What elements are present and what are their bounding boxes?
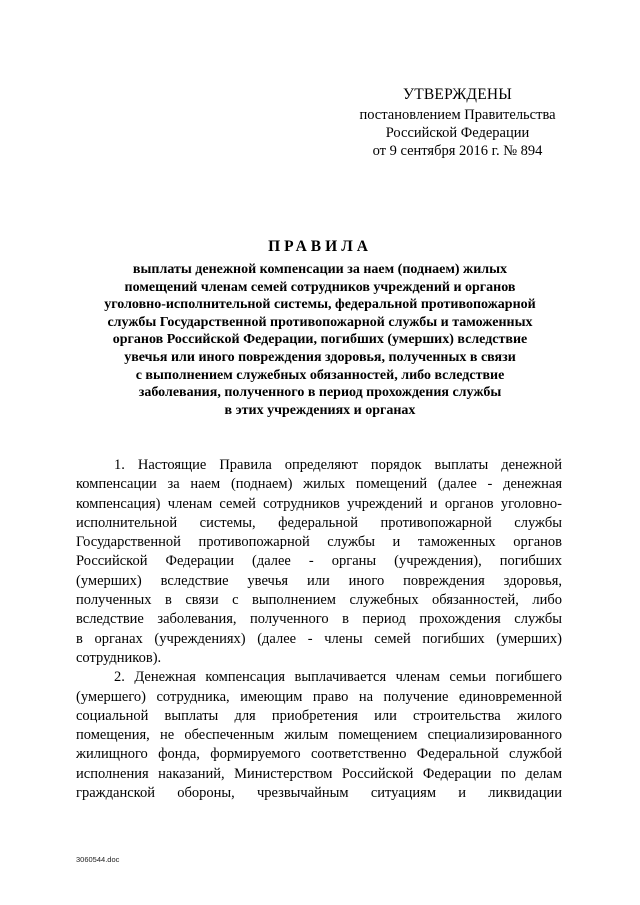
paragraph-line: помещения, не обеспеченным жилым помещением специализированного bbox=[76, 727, 562, 744]
subtitle-line: увечья или иного повреждения здоровья, полученных в связи bbox=[124, 349, 516, 365]
paragraph-line: исполнительной системы, федеральной противопожарной службы bbox=[76, 514, 562, 531]
paragraph-line: жилищного фонда, формируемого соответственно Федеральной службой bbox=[76, 746, 562, 763]
document-body bbox=[76, 456, 562, 803]
approval-line: постановлением Правительства bbox=[359, 107, 556, 123]
subtitle-line: в этих учреждениях и органах bbox=[224, 402, 416, 418]
subtitle-line: уголовно-исполнительной системы, федеральной противопожарной bbox=[104, 297, 536, 313]
file-name-footer: 3060544.doc bbox=[76, 855, 120, 864]
paragraph-1 bbox=[76, 456, 562, 668]
subtitle-line: выплаты денежной компенсации за наем (поднаем) жилых bbox=[132, 262, 508, 277]
paragraph-line: Российской Федерации (далее - органы (учреждения), погибших bbox=[76, 553, 562, 570]
paragraph-line: (умершего) сотрудника, имеющим право на получение единовременной bbox=[76, 688, 562, 705]
approval-heading: УТВЕРЖДЕНЫ bbox=[403, 86, 512, 103]
paragraph-line: гражданской обороны, чрезвычайным ситуациям и ликвидации bbox=[76, 785, 562, 802]
subtitle-line: органов Российской Федерации, погибших (умерших) вследствие bbox=[112, 332, 528, 348]
paragraph-line: сотрудников). bbox=[76, 649, 162, 666]
document-subtitle bbox=[90, 261, 550, 419]
approval-line: Российской Федерации bbox=[385, 125, 530, 141]
paragraph-line: (умерших) вследствие увечья или иного повреждения здоровья, bbox=[76, 572, 562, 589]
paragraph-line: 1. Настоящие Правила определяют порядок выплаты денежной bbox=[114, 457, 562, 473]
subtitle-line: с выполнением служебных обязанностей, либо вследствие bbox=[135, 367, 505, 383]
subtitle-line: помещений членам семей сотрудников учреждений и органов bbox=[124, 279, 516, 295]
paragraph-line: исполнения наказаний, Министерством Российской Федерации по делам bbox=[76, 765, 562, 782]
paragraph-line: 2. Денежная компенсация выплачивается членам семьи погибшего bbox=[114, 669, 562, 686]
paragraph-line: компенсация) членам семей сотрудников учреждений и органов уголовно- bbox=[76, 495, 562, 512]
paragraph-line: вследствие заболевания, полученного в период прохождения службы bbox=[76, 611, 562, 628]
paragraph-line: компенсации за наем (поднаем) жилых помещений (далее - денежная bbox=[76, 476, 562, 493]
approval-line: от 9 сентября 2016 г. № 894 bbox=[372, 143, 543, 159]
paragraph-line: в органах (учреждениях) (далее - члены семей погибших (умерших) bbox=[76, 630, 562, 647]
approval-block bbox=[340, 86, 575, 160]
paragraph-line: полученных в связи с выполнением служебных обязанностей, либо bbox=[76, 592, 562, 609]
paragraph-line: социальной выплаты для приобретения или строительства жилого bbox=[76, 707, 562, 724]
document-title: ПРАВИЛА bbox=[268, 238, 372, 255]
subtitle-line: заболевания, полученного в период прохождения службы bbox=[138, 385, 502, 401]
paragraph-line: Государственной противопожарной службы и таможенных органов bbox=[76, 534, 562, 551]
subtitle-line: службы Государственной противопожарной службы и таможенных bbox=[107, 314, 533, 330]
paragraph-2 bbox=[76, 668, 562, 803]
